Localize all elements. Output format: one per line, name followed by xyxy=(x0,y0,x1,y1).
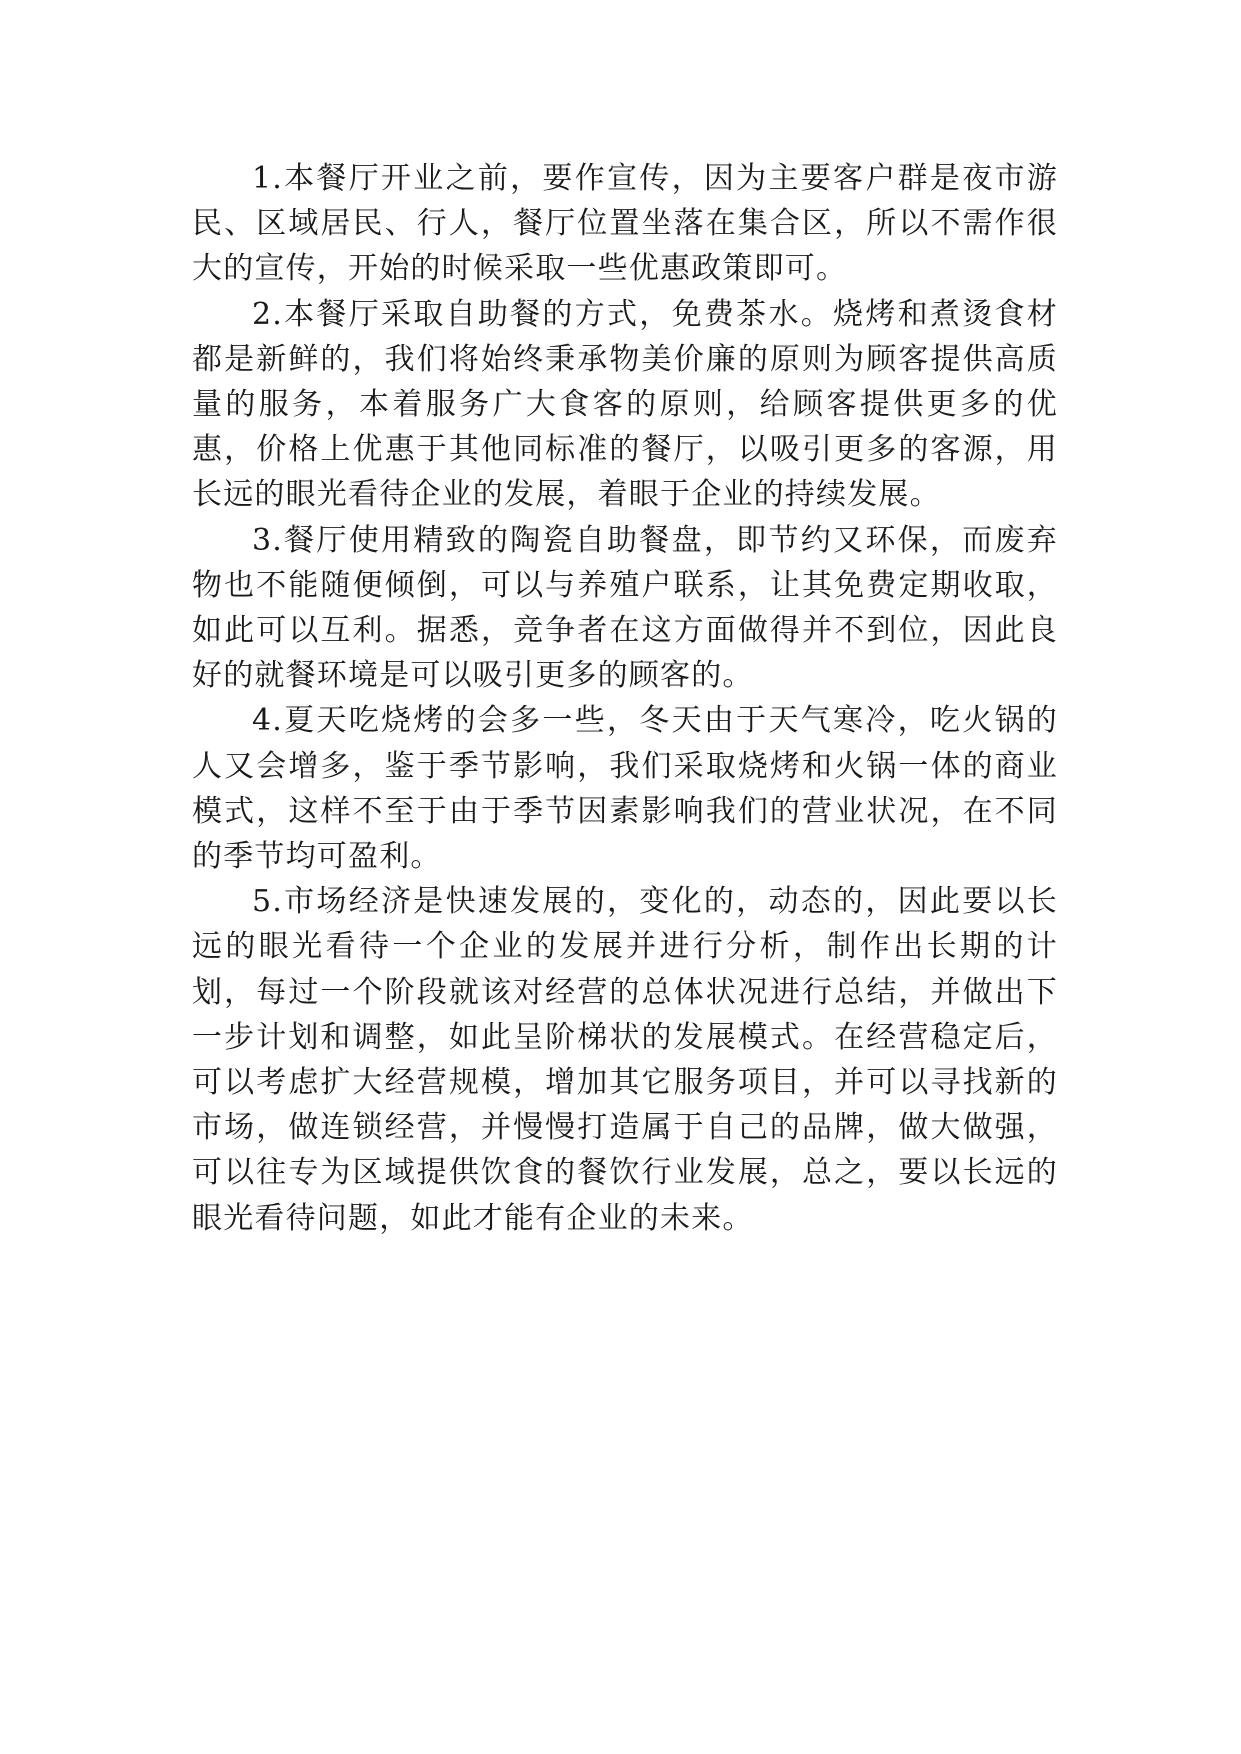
paragraph-1: 1.本餐厅开业之前，要作宣传，因为主要客户群是夜市游民、区域居民、行人，餐厅位置坐落在集合区，所以不需作很大的宣传，开始的时候采取一些优惠政策即可。 xyxy=(192,161,1058,287)
paragraph-5: 5.市场经济是快速发展的，变化的，动态的，因此要以长远的眼光看待一个企业的发展并进行分析，制作出长期的计划，每过一个阶段就该对经营的总体状况进行总结，并做出下一步计划和调整，如此呈阶梯状的发展模式。在经营稳定后，可以考虑扩大经营规模，增加其它服务项目，并可以寻找新的市场，做连锁经营，并慢慢打造属于自己的品牌，做大做强，可以往专为区域提供饮食的餐饮行业发展，总之，要以长远的眼光看待问题，如此才能有企业的未来。 xyxy=(192,884,1058,1236)
paragraph-3: 3.餐厅使用精致的陶瓷自助餐盘，即节约又环保，而废弃物也不能随便倾倒，可以与养殖户联系，让其免费定期收取，如此可以互利。据悉，竞争者在这方面做得并不到位，因此良好的就餐环境是可以吸引更多的顾客的。 xyxy=(192,522,1058,694)
document-body xyxy=(192,156,1058,1241)
paragraph-2: 2.本餐厅采取自助餐的方式，免费茶水。烧烤和煮烫食材都是新鲜的，我们将始终秉承物美价廉的原则为顾客提供高质量的服务，本着服务广大食客的原则，给顾客提供更多的优惠，价格上优惠于其他同标准的餐厅，以吸引更多的客源，用长远的眼光看待企业的发展，着眼于企业的持续发展。 xyxy=(192,296,1058,513)
paragraph-4: 4.夏天吃烧烤的会多一些，冬天由于天气寒冷，吃火锅的人又会增多，鉴于季节影响，我们采取烧烤和火锅一体的商业模式，这样不至于由于季节因素影响我们的营业状况，在不同的季节均可盈利。 xyxy=(192,703,1058,875)
